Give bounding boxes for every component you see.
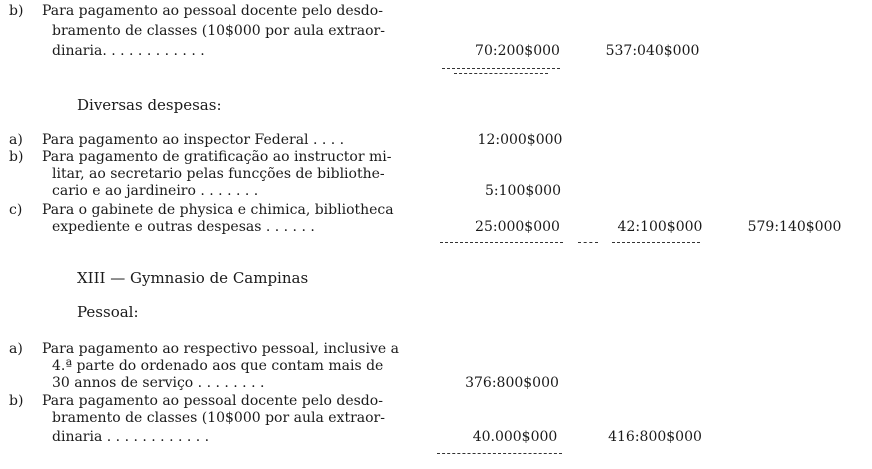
item-text: dinaria. . . . . . . . . . . .	[52, 43, 205, 59]
item-marker: c)	[9, 202, 23, 218]
item-text: expediente e outras despesas . . . . . .	[52, 219, 315, 235]
dashed-rule	[612, 242, 700, 243]
amount: 5:100$000	[485, 183, 561, 199]
item-marker: b)	[9, 3, 24, 19]
amount-total: 579:140$000	[747, 219, 842, 235]
dashed-rule	[437, 453, 562, 454]
item-text: Para pagamento ao respectivo pessoal, inclusive a	[42, 341, 399, 357]
item-text: Para pagamento ao pessoal docente pelo desdo-	[42, 3, 383, 19]
dashed-rule	[578, 242, 598, 243]
item-text: Para o gabinete de physica e chimica, bibliotheca	[42, 202, 394, 218]
item-marker: a)	[9, 341, 23, 357]
item-text: cario e ao jardineiro . . . . . . .	[52, 183, 259, 199]
item-text: litar, ao secretario pelas funcções de bibliothe-	[52, 166, 385, 182]
item-text: 4.ª parte do ordenado aos que contam mais de	[52, 358, 384, 374]
amount: 376:800$000	[465, 375, 559, 391]
amount-subtotal: 42:100$000	[617, 219, 703, 235]
item-text: Para pagamento ao pessoal docente pelo desdo-	[42, 393, 383, 409]
section-heading: Diversas despesas:	[77, 96, 222, 114]
item-text: bramento de classes (10$000 por aula extraor-	[52, 410, 385, 426]
amount: 70:200$000	[475, 43, 560, 59]
section-subheading: Pessoal:	[77, 303, 139, 321]
amount: 12:000$000	[477, 132, 563, 148]
dashed-rule	[454, 73, 548, 74]
amount: 40.000$000	[472, 429, 558, 445]
amount-subtotal: 537:040$000	[605, 43, 700, 59]
section-heading: XIII — Gymnasio de Campinas	[77, 269, 309, 287]
item-marker: a)	[9, 132, 23, 148]
item-marker: b)	[9, 149, 24, 165]
item-text: 30 annos de serviço . . . . . . . .	[52, 375, 265, 391]
item-text: bramento de classes (10$000 por aula extraor-	[52, 23, 385, 39]
amount: 25:000$000	[475, 219, 560, 235]
dashed-rule	[442, 68, 560, 69]
dashed-rule	[440, 242, 563, 243]
amount-subtotal: 416:800$000	[608, 429, 702, 445]
item-text: Para pagamento ao inspector Federal . . . .	[42, 132, 345, 148]
item-marker: b)	[9, 393, 24, 409]
item-text: Para pagamento de gratificação ao instructor mi-	[42, 149, 392, 165]
item-text: dinaria . . . . . . . . . . . .	[52, 429, 210, 445]
